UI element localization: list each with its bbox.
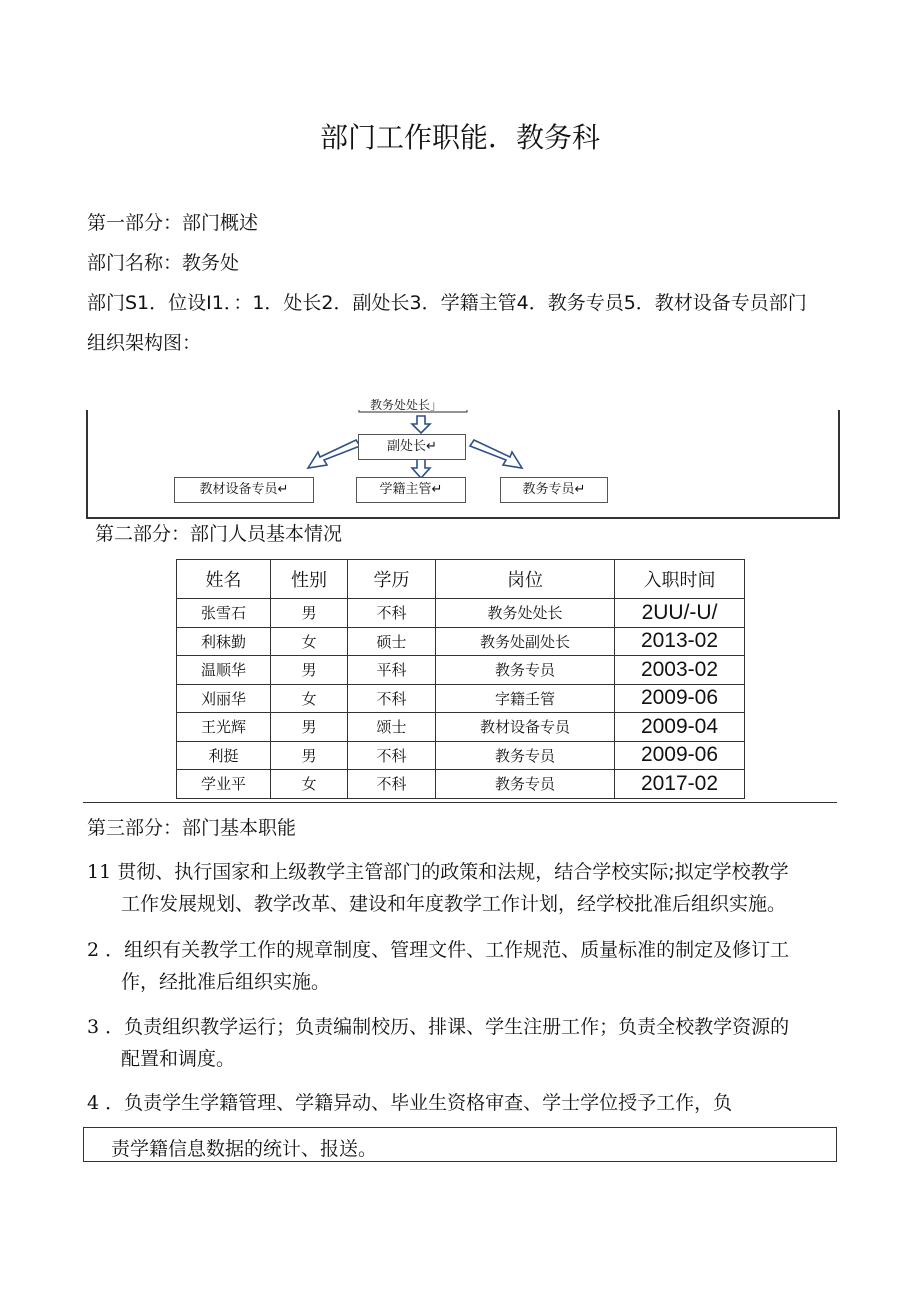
cell-date: 2017-02 (615, 770, 745, 799)
cell-education: 不科 (348, 599, 436, 628)
cell-position: 教务专员 (436, 741, 615, 770)
duty-number: 11 (87, 861, 112, 883)
cell-position: 教材设备专员 (436, 713, 615, 742)
dept-name: 部门名称：教务处 (87, 252, 240, 274)
cell-education: 平科 (348, 656, 436, 685)
org-box-registrar: 学籍主管↵ (356, 477, 466, 503)
org-box-deputy: 副处长↵ (358, 434, 466, 460)
cell-gender: 女 (271, 627, 348, 656)
duty-item (87, 856, 847, 920)
duty-text-line1: 贯彻、执行国家和上级教学主管部门的政策和法规，结合学校实际;拟定学校教学 (117, 861, 789, 883)
cell-name: 学业平 (177, 770, 271, 799)
table-row (177, 684, 745, 713)
cell-education: 颂士 (348, 713, 436, 742)
positions-line-1: 部门S1．位设I1．：1．处长2．副处长3．学籍主管4．教务专员5．教材设备专员部门 (87, 292, 807, 314)
duty-continuation-box (83, 1127, 837, 1162)
table-row (177, 770, 745, 799)
table-row (177, 713, 745, 742)
cell-education: 不科 (348, 684, 436, 713)
cell-position: 教务专员 (436, 770, 615, 799)
cell-position: 教务专员 (436, 656, 615, 685)
cell-education: 不科 (348, 770, 436, 799)
cell-date: 2009-04 (615, 713, 745, 742)
duty-item (87, 1011, 847, 1075)
duty-text-line2: 责学籍信息数据的统计、报送。 (111, 1138, 378, 1160)
org-box-specialist: 教务专员↵ (500, 477, 608, 503)
duty-text-line1: ．负责学生学籍管理、学籍异动、毕业生资格审查、学士学位授予工作，负 (105, 1092, 733, 1114)
duty-number: 4 (87, 1092, 100, 1114)
table-row (177, 656, 745, 685)
cell-position: 教务处处长 (436, 599, 615, 628)
duty-text-line1: ．组织有关教学工作的规章制度、管理文件、工作规范、质量标准的制定及修订工 (105, 939, 790, 961)
cell-date: 2UU/-U/ (615, 599, 745, 628)
cell-gender: 男 (271, 713, 348, 742)
part2-heading: 第二部分：部门人员基本情况 (95, 523, 343, 545)
duty-text-line2: 工作发展规划、教学改革、建设和年度教学工作计划，经学校批准后组织实施。 (121, 893, 787, 915)
table-header-row (177, 560, 745, 599)
part1-heading: 第一部分：部门概述 (87, 212, 259, 234)
table-row (177, 741, 745, 770)
duty-number: 3 (87, 1016, 100, 1038)
cell-name: 王光辉 (177, 713, 271, 742)
table-row (177, 627, 745, 656)
duty-text-line2: 配置和调度。 (121, 1048, 236, 1070)
cell-date: 2003-02 (615, 656, 745, 685)
table-row (177, 599, 745, 628)
arrow-left-down-icon (308, 440, 360, 468)
cell-date: 2009-06 (615, 684, 745, 713)
arrow-down-icon (412, 458, 430, 478)
cell-name: 温顺华 (177, 656, 271, 685)
cell-gender: 男 (271, 656, 348, 685)
page-title: 部门工作职能．教务科 (319, 121, 600, 154)
col-header: 性别 (271, 560, 348, 599)
cell-gender: 女 (271, 684, 348, 713)
org-top-label: 教务处处长」 (370, 398, 443, 412)
cell-name: 利秣勤 (177, 627, 271, 656)
cell-education: 硕士 (348, 627, 436, 656)
duty-text-line1: ．负责组织教学运行；负责编制校历、排课、学生注册工作；负责全校教学资源的 (105, 1016, 790, 1038)
org-box-materials: 教材设备专员↵ (174, 477, 314, 503)
duty-item (87, 934, 847, 998)
cell-gender: 女 (271, 770, 348, 799)
col-header: 入职时间 (615, 560, 745, 599)
col-header: 姓名 (177, 560, 271, 599)
cell-name: 利挺 (177, 741, 271, 770)
col-header: 岗位 (436, 560, 615, 599)
duty-number: 2 (87, 939, 100, 961)
positions-line-2: 组织架构图： (87, 332, 202, 354)
cell-education: 不科 (348, 741, 436, 770)
arrow-down-icon (412, 416, 430, 433)
duty-item (87, 1087, 847, 1119)
col-header: 学历 (348, 560, 436, 599)
part3-heading: 第三部分：部门基本职能 (87, 817, 297, 839)
org-chart (86, 398, 840, 519)
duty-text-line2: 作，经批准后组织实施。 (121, 971, 331, 993)
section-divider (83, 802, 837, 803)
cell-name: 张雪石 (177, 599, 271, 628)
cell-name: 刈丽华 (177, 684, 271, 713)
cell-date: 2013-02 (615, 627, 745, 656)
cell-date: 2009-06 (615, 741, 745, 770)
cell-gender: 男 (271, 599, 348, 628)
arrow-right-down-icon (470, 440, 522, 468)
staff-table (176, 559, 745, 799)
cell-gender: 男 (271, 741, 348, 770)
cell-position: 字籍壬管 (436, 684, 615, 713)
cell-position: 教务处副处长 (436, 627, 615, 656)
